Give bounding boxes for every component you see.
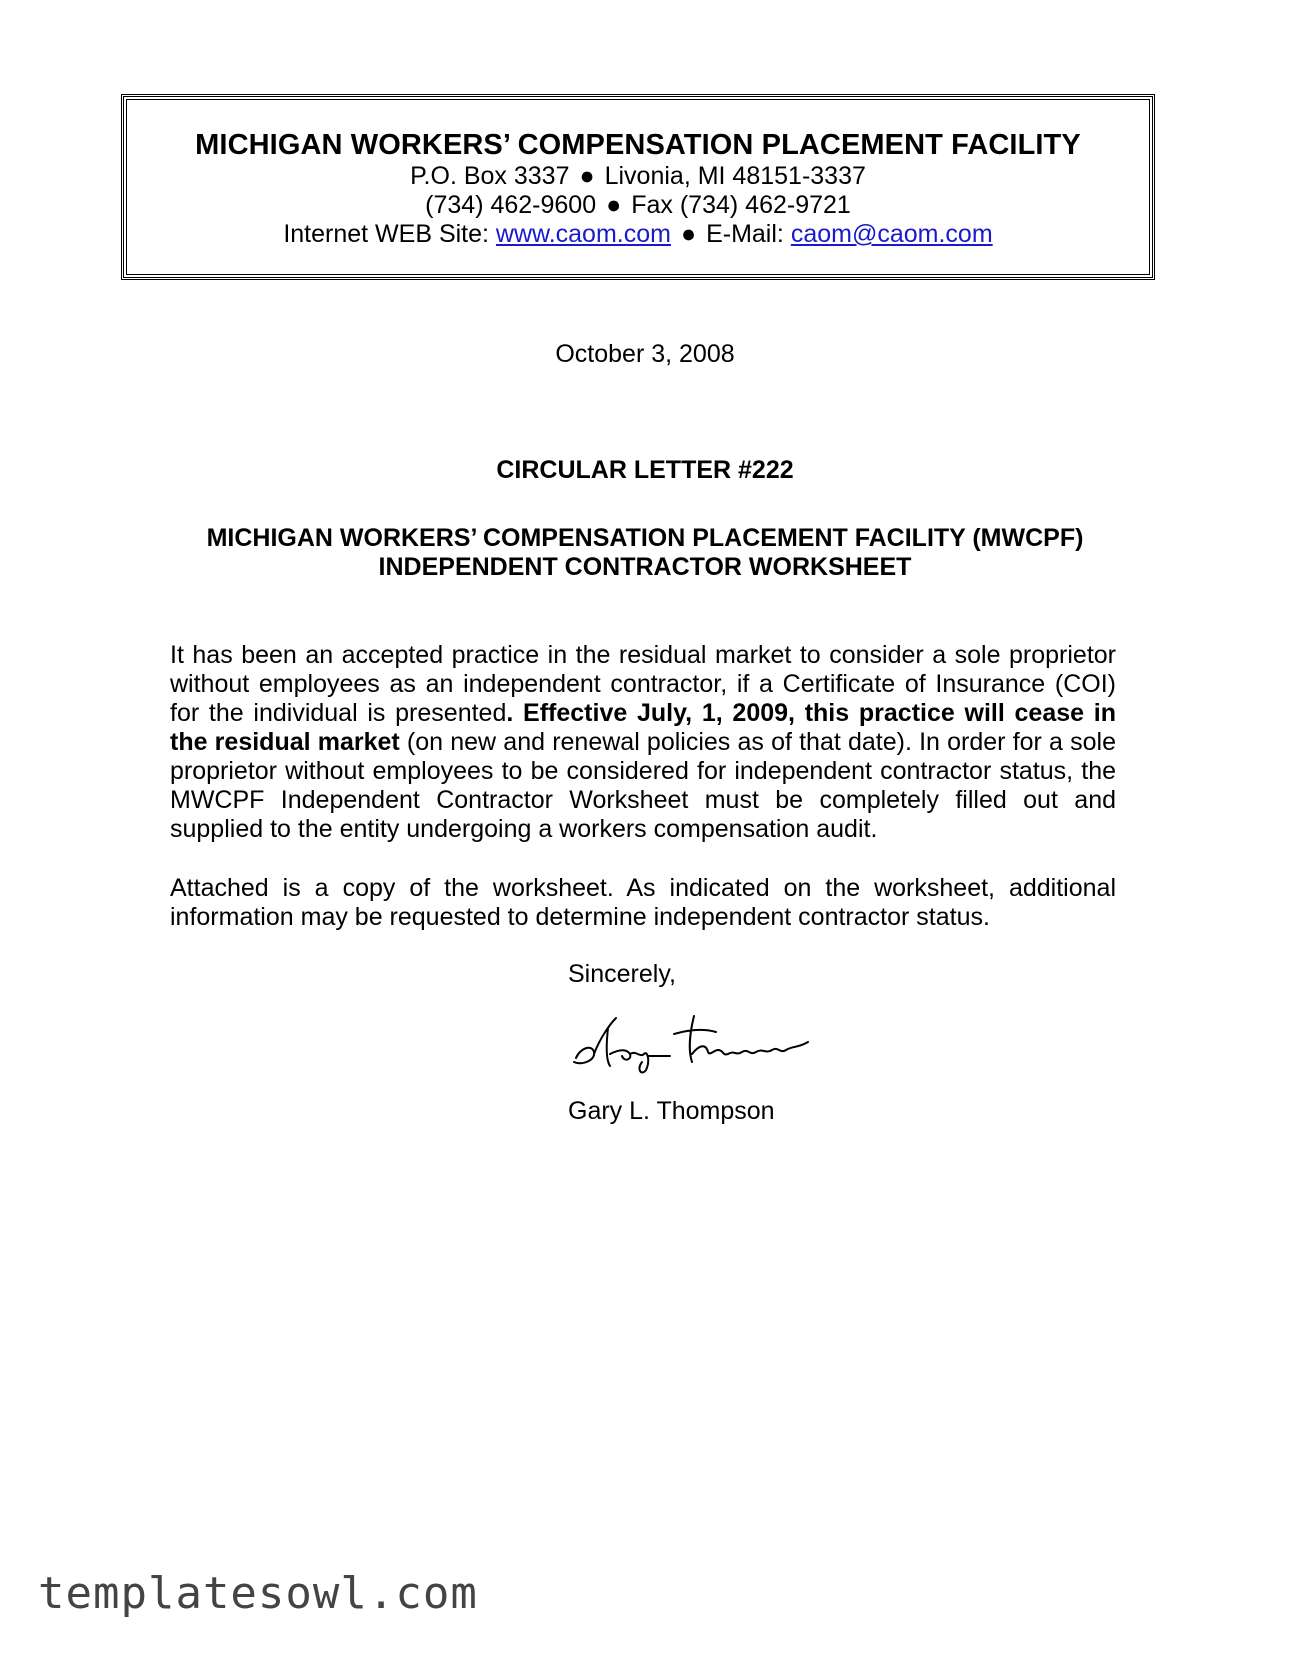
email-label: E-Mail: [706,220,784,248]
signer-name: Gary L. Thompson [568,1097,775,1125]
watermark: templatesowl.com [38,1568,478,1619]
web-label: Internet WEB Site: [283,220,489,248]
circular-title: CIRCULAR LETTER #222 [496,456,794,484]
bullet-icon: ● [680,220,697,248]
email-link[interactable]: caom@caom.com [790,220,993,248]
letterhead-box [121,94,1155,280]
phone-line [124,191,1152,220]
subject-line-1: MICHIGAN WORKERS’ COMPENSATION PLACEMENT FACILITY (MWCPF) [206,524,1084,552]
phone-number: (734) 462-9600 [425,191,597,219]
paragraph-text: It has been an accepted practice in the residual market to consider a sole proprietor without employees as an independent contractor, if a Certificate of Insurance (COI) for the individual is presented [170,641,1116,727]
city-address: Livonia, MI 48151-3337 [604,162,866,190]
letter-date: October 3, 2008 [555,340,735,368]
bullet-icon: ● [579,162,595,190]
body-paragraph-1 [170,641,1116,844]
paragraph-emphasis: . Effective July, 1, 2009, this practice will cease in the residual market [170,699,1117,756]
address-line [124,162,1152,191]
subject-line-2: INDEPENDENT CONTRACTOR WORKSHEET [378,553,912,581]
po-box: P.O. Box 3337 [410,162,570,190]
fax-number: Fax (734) 462-9721 [631,191,851,219]
body-paragraph-2: Attached is a copy of the worksheet. As indicated on the worksheet, additional information may be requested to determine independent contractor status. [170,874,1116,931]
paragraph-text: (on new and renewal policies as of that date). In order for a sole proprietor without employees to be considered for independent contractor status, the MWCPF Independent Contractor Worksheet must be completely filled out and supplied to the entity undergoing a workers compensation audit. [170,728,1117,843]
handwritten-signature-icon [566,1010,816,1080]
bullet-icon: ● [606,191,622,219]
subject-heading [0,524,1290,582]
website-link[interactable]: www.caom.com [495,220,671,248]
closing: Sincerely, [568,960,676,988]
organization-title: MICHIGAN WORKERS’ COMPENSATION PLACEMENT FACILITY [195,129,1081,161]
contact-line [124,220,1152,249]
